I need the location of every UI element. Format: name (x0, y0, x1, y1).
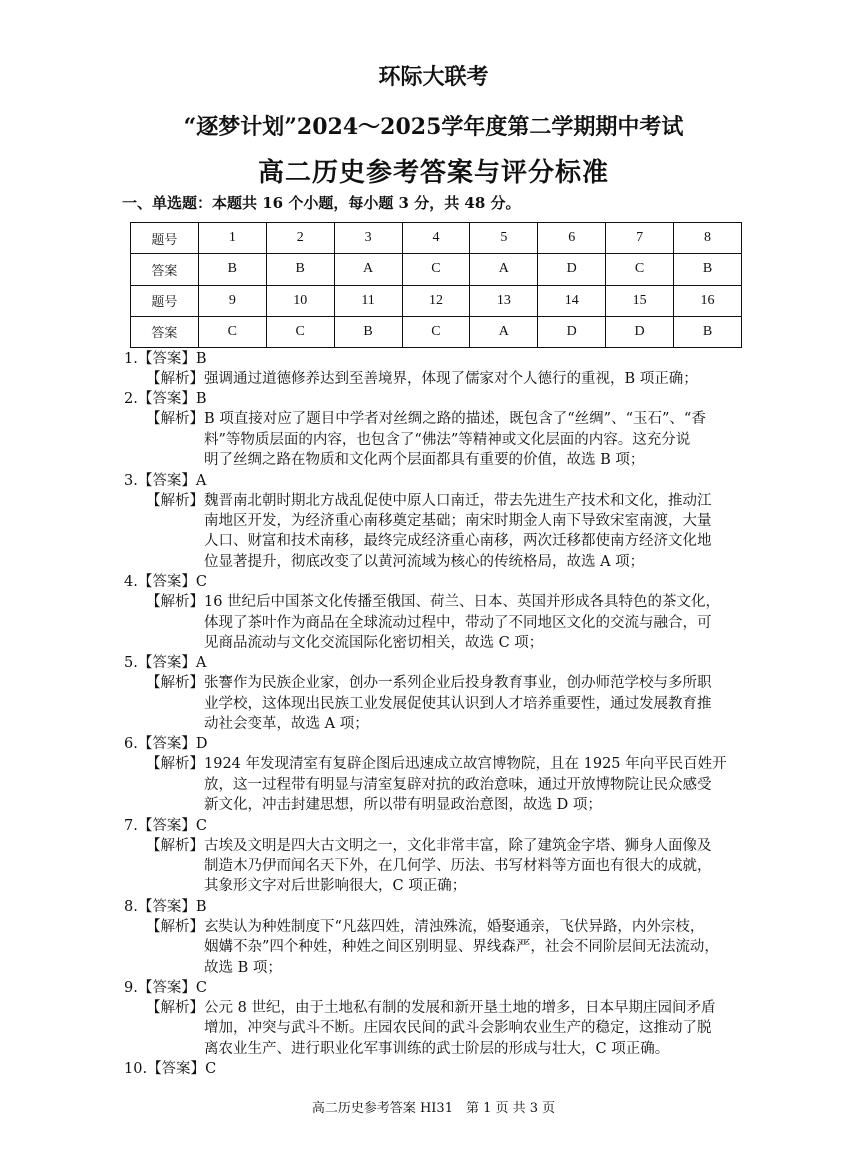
answer-value: A (195, 472, 207, 489)
table-cell: C (402, 316, 470, 347)
list-item (124, 572, 749, 592)
explanation-line: 南地区开发，为经济重心南移奠定基础；南宋时期金人南下导致宋室南渡，大量 (204, 512, 712, 529)
explanation-line: 其象形文字对后世影响很大，C 项正确； (204, 878, 467, 895)
question-number: 3. (124, 472, 138, 489)
table-cell: 5 (470, 223, 538, 254)
question-number: 8. (124, 898, 138, 915)
document-title: 高二历史参考答案与评分标准 (257, 158, 609, 188)
explanation-line: 业学校，这体现出民族工业发展促使其认识到人才培养重要性，通过发展教育推 (204, 695, 712, 712)
explanation-line: 新文化，冲击封建思想，所以带有明显政治意图，故选 D 项； (204, 797, 602, 814)
list-item (124, 471, 749, 491)
table-row-answers-2 (131, 316, 742, 347)
explanation-line: 1924 年发现清室有复辟企图后迅速成立故宫博物院，且在 1925 年向平民百姓开 (204, 756, 727, 773)
list-item (124, 389, 749, 409)
table-cell: 9 (198, 285, 266, 316)
table-cell: D (538, 254, 606, 285)
exam-organizer-title: 环际大联考 (378, 64, 489, 90)
list-item (124, 816, 749, 836)
explanation-line: 张謇作为民族企业家，创办一系列企业后投身教育事业，创办师范学校与多所职 (204, 675, 712, 692)
answer-tag: 【答案】 (137, 574, 196, 591)
explanation (124, 369, 749, 389)
answer-tag: 【答案】 (137, 472, 196, 489)
table-cell: C (266, 316, 334, 347)
explanation-line: 玄奘认为种姓制度下“凡茲四姓，清浊殊流，婚娶通亲，飞伏异路，内外宗枝， (204, 918, 705, 935)
answer-tag: 【答案】 (147, 1061, 206, 1078)
explanation-line: 强调通过道德修养达到至善境界，体现了儒家对个人德行的重视，B 项正确； (204, 371, 698, 387)
question-number: 10. (124, 1061, 148, 1078)
question-number: 7. (124, 817, 138, 834)
explanation-line: 增加，冲突与武斗不断。庄园农民间的武斗会影响农业生产的稳定，这推动了脱 (204, 1020, 712, 1037)
table-cell: C (402, 254, 470, 285)
table-cell: D (538, 316, 606, 347)
table-cell: 8 (674, 223, 742, 254)
table-cell: 12 (402, 285, 470, 316)
answer-tag: 【答案】 (137, 391, 196, 408)
table-row-question-numbers-2 (131, 285, 742, 316)
answer-tag: 【答案】 (137, 898, 196, 915)
answer-key-table (130, 222, 742, 348)
answer-tag: 【答案】 (137, 655, 196, 672)
question-number: 5. (124, 655, 138, 672)
table-cell: 10 (266, 285, 334, 316)
answer-tag: 【答案】 (137, 979, 196, 996)
list-item (124, 734, 749, 754)
explanation-line: 离农业生产、进行职业化军事训练的武士阶层的形成与壮大，C 项正确。 (204, 1040, 670, 1057)
table-cell: 3 (334, 223, 402, 254)
table-cell: 1 (198, 223, 266, 254)
list-item (124, 1059, 749, 1079)
table-cell: 7 (606, 223, 674, 254)
explanation-line: 16 世纪后中国茶文化传播至俄国、荷兰、日本、英国并形成各具特色的茶文化， (204, 594, 721, 611)
table-cell: C (198, 316, 266, 347)
explain-tag: 【解析】 (146, 371, 204, 387)
exam-name-title: “逐梦计划”2024～2025学年度第二学期期中考试 (183, 114, 684, 140)
question-number: 9. (124, 979, 138, 996)
section-heading-single-choice: 一、单选题：本题共 16 个小题，每小题 3 分，共 48 分。 (122, 194, 521, 212)
explanation-line: 见商品流动与文化交流国际化密切相关，故选 C 项； (204, 634, 544, 651)
answer-value: B (195, 391, 207, 408)
table-cell: A (470, 254, 538, 285)
table-cell: B (674, 254, 742, 285)
list-item (124, 653, 749, 673)
question-number: 4. (124, 574, 138, 591)
explanation (124, 836, 749, 897)
answer-value: C (195, 574, 207, 591)
table-header-cell: 题号 (131, 285, 199, 316)
table-cell: C (606, 254, 674, 285)
list-item (124, 978, 749, 998)
explanation (124, 491, 749, 573)
table-cell: B (266, 254, 334, 285)
table-cell: 4 (402, 223, 470, 254)
explanation-line: 制造木乃伊而闻名天下外，在几何学、历法、书写材料等方面也有很大的成就， (204, 858, 712, 875)
explanation (124, 592, 749, 653)
explain-tag: 【解析】 (146, 492, 204, 509)
explain-tag: 【解析】 (146, 594, 204, 611)
question-number: 6. (124, 736, 138, 753)
table-row-question-numbers-1 (131, 223, 742, 254)
table-cell: D (606, 316, 674, 347)
explanation-line: 古埃及文明是四大古文明之一，文化非常丰富，除了建筑金字塔、狮身人面像及 (204, 837, 712, 854)
explanation (124, 754, 749, 815)
page-footer: 高二历史参考答案 HI31 第 1 页 共 3 页 (311, 1101, 556, 1116)
explain-tag: 【解析】 (146, 999, 204, 1016)
answer-value: C (195, 817, 207, 834)
question-number: 1. (124, 351, 138, 367)
answer-tag: 【答案】 (137, 817, 196, 834)
answer-value: D (195, 736, 208, 753)
question-number: 2. (124, 391, 138, 408)
table-cell: A (334, 254, 402, 285)
list-item (124, 349, 749, 369)
answer-tag: 【答案】 (137, 736, 196, 753)
explanation-line: 魏晋南北朝时期北方战乱促使中原人口南迁，带去先进生产技术和文化，推动江 (204, 492, 712, 509)
explanation-line: B 项直接对应了题目中学者对丝绸之路的描述，既包含了“丝绸”、“玉石”、“香 (204, 411, 706, 428)
explain-tag: 【解析】 (146, 918, 204, 935)
explanation (124, 917, 749, 978)
table-header-cell: 答案 (131, 254, 199, 285)
explanation-line: 人口、财富和技术南移，最终完成经济重心南移，两次迁移都使南方经济文化地 (204, 533, 712, 550)
explanation (124, 673, 749, 734)
table-cell: B (334, 316, 402, 347)
table-header-cell: 题号 (131, 223, 199, 254)
explanation-line: 料”等物质层面的内容，也包含了“佛法”等精神或文化层面的内容。这充分说 (204, 431, 691, 448)
explain-tag: 【解析】 (146, 837, 204, 854)
explanation-line: 故选 B 项； (204, 959, 282, 976)
explanation-line: 明了丝绸之路在物质和文化两个层面都具有重要的价值，故选 B 项； (204, 452, 645, 469)
explain-tag: 【解析】 (146, 675, 204, 692)
answer-value: C (205, 1061, 217, 1078)
explain-tag: 【解析】 (146, 756, 204, 773)
table-cell: B (674, 316, 742, 347)
explanation (124, 998, 749, 1059)
answer-tag: 【答案】 (137, 351, 196, 367)
table-cell: 14 (538, 285, 606, 316)
explanation-line: 位显著提升，彻底改变了以黄河流域为核心的传统格局，故选 A 项； (204, 553, 645, 570)
list-item (124, 897, 749, 917)
table-cell: A (470, 316, 538, 347)
explanation-line: 动社会变革，故选 A 项； (204, 716, 369, 733)
answer-value: B (195, 898, 207, 915)
table-cell: 13 (470, 285, 538, 316)
table-header-cell: 答案 (131, 316, 199, 347)
table-cell: 2 (266, 223, 334, 254)
table-cell: 11 (334, 285, 402, 316)
explanation (124, 409, 749, 470)
answer-explanations (124, 349, 749, 1079)
explain-tag: 【解析】 (146, 411, 204, 428)
explanation-line: 公元 8 世纪，由于土地私有制的发展和新开垦土地的增多，日本早期庄园间矛盾 (204, 999, 716, 1016)
table-cell: 6 (538, 223, 606, 254)
table-cell: 15 (606, 285, 674, 316)
table-cell: B (198, 254, 266, 285)
table-cell: 16 (674, 285, 742, 316)
explanation-line: 姻媾不杂”四个种姓，种姓之间区别明显、界线森严，社会不同阶层间无法流动， (204, 939, 719, 956)
explanation-line: 体现了茶叶作为商品在全球流动过程中，带动了不同地区文化的交流与融合，可 (204, 614, 712, 631)
answer-value: A (195, 655, 207, 672)
explanation-line: 放，这一过程带有明显与清室复辟对抗的政治意味，通过开放博物院让民众感受 (204, 776, 712, 793)
answer-value: B (195, 351, 207, 367)
table-row-answers-1 (131, 254, 742, 285)
answer-value: C (195, 979, 207, 996)
